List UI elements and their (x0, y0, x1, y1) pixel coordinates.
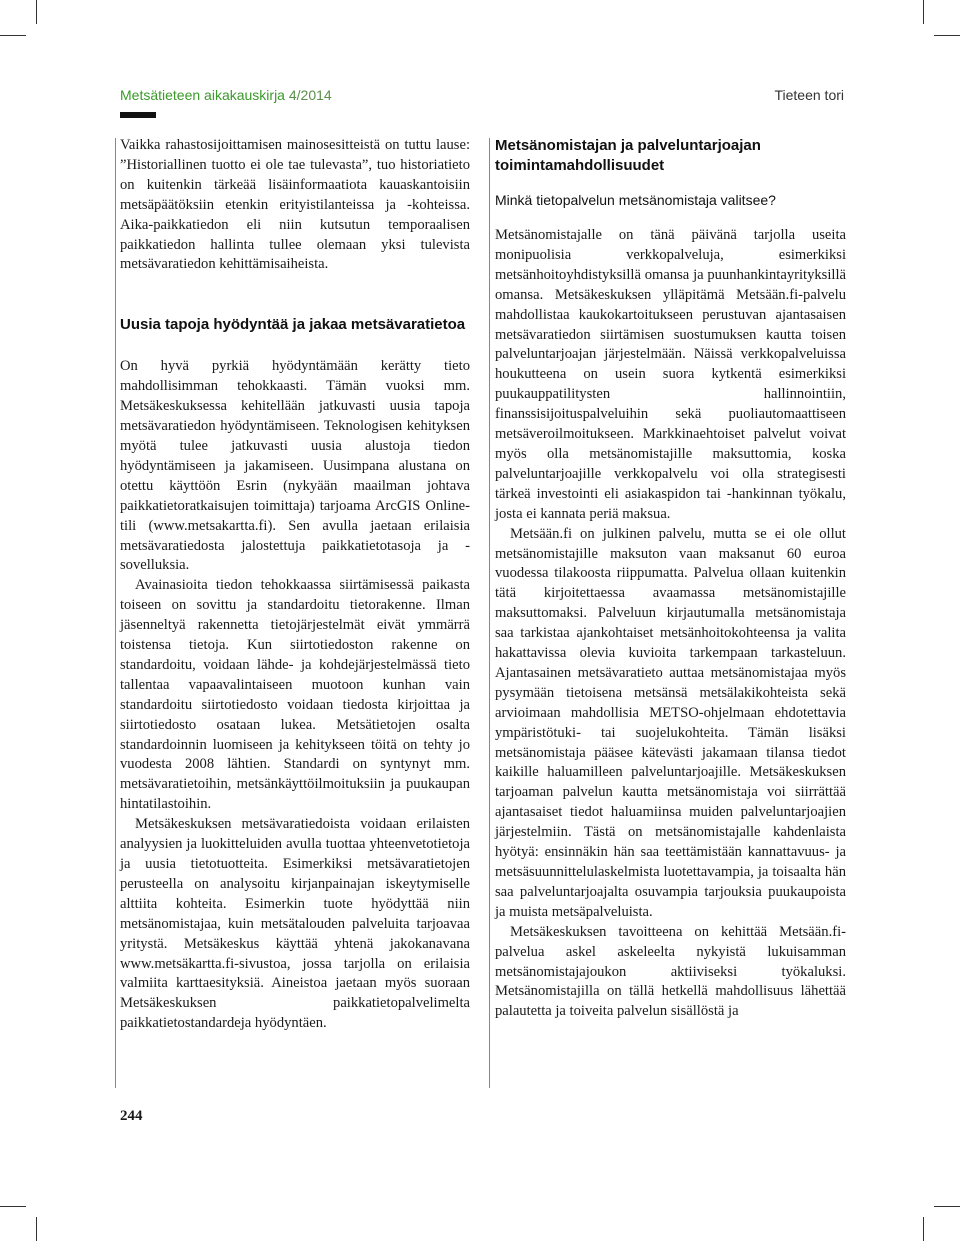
running-header-journal (120, 87, 332, 103)
body-paragraph: Metsäkeskuksen metsävaratiedoista voidaan erilaisten analyysien ja luokitteluiden avulla tuottaa yhteenvetotietoja ja uusia tietotuotteita. Esimerkiksi metsävaratietojen perusteella on analysoitu kirjanpainajan iskeytymiselle alttiita kohteita. Esimerkin tuote hyödyttää niin metsänomistajaa, kuin metsätalouden palveluita tarjoavaa yritystä. Metsäkeskus käyttää yhtenä jakokanavana www.metsäkartta.fi-sivustoa, jossa tarjolla on erilaisia valmiita karttaesityksiä. Aineistoa jaetaan myös suoraan Metsäkeskuksen paikkatietopalvelimelta paikkatietostandardeja hyödyntäen. (120, 816, 470, 1032)
right-column-rule (489, 138, 490, 1088)
crop-mark (36, 0, 37, 24)
crop-mark (0, 1206, 26, 1207)
crop-mark (923, 0, 924, 24)
left-column-rule (115, 138, 116, 1088)
running-header-section: Tieteen tori (774, 87, 844, 103)
section-subheading: Minkä tietopalvelun metsänomistaja valitsee? (495, 192, 776, 208)
left-column (120, 136, 470, 1034)
section-heading-left: Uusia tapoja hyödyntää ja jakaa metsävaratietoa (120, 316, 466, 334)
crop-mark (0, 35, 26, 36)
crop-mark (934, 1206, 960, 1207)
header-rule (120, 112, 156, 118)
crop-mark (923, 1217, 924, 1241)
intro-paragraph: Vaikka rahastosijoittamisen mainosesitteistä on tuttu lause: ”Historiallinen tuotto ei ole tae tulevasta”, tuo historiatieto on kuitenkin tärkeää lisäinformaatiota kauaskantoisiin metsäpäätöksiin etenkin erityistilanteissa ja -kohteissa. Aika-paikkatiedon eli niin kutsutun temporaalisen paikkatiedon hallinta tullee olemaan yksi tulevista metsävaratiedon kehittämisaiheista. (120, 137, 470, 273)
journal-issue: 4/2014 (288, 87, 332, 103)
page-number: 244 (120, 1108, 143, 1124)
right-column (495, 136, 846, 1022)
journal-title: Metsätieteen aikakauskirja (120, 87, 285, 103)
crop-mark (934, 35, 960, 36)
body-paragraph: Metsänomistajalle on tänä päivänä tarjolla useita monipuolisia verkkopalveluja, esimerkiksi metsänhoitoyhdistyksillä omansa ja puunhankintayrityksillä omansa. Metsäkeskuksen ylläpitämä Metsään.fi-palvelu mahdollistaa kaukokartoitukseen perustuvan ajantasaisen metsävaratiedon siirtämisen suostumuksen kautta toisen palveluntarjoajan järjestelmään. Näissä verkkopalveluissa houkutteena on usein suora kytkentä esimerkiksi puukauppatilitysten hallinnointiin, finanssisijoituspalveluihin sekä puoliautomaattiseen metsäveroilmoitukseen. Markkinaehtoiset palvelut voivat myös olla metsänomistajille maksuttomia, koska palveluntarjoajille verkkopalvelu voi olla strategisesti tärkeä investointi eli asiakaspidon tai -hankinnan työkalu, josta ei kannata periä maksua. (495, 227, 846, 522)
body-paragraph: Avainasioita tiedon tehokkaassa siirtämisessä paikasta toiseen on sovittu ja standardoitu tietorakenne. Ilman jäsenneltyä rakennetta tietojärjestelmät eivät ymmärrä toistensa tietoja. Kun siirtotiedoston rakenne on standardoitu, voidaan lähde- ja kohdejärjestelmässä tieto tallentaa vapaavalintaiseen muotoon kunhan vain standardoitu siirtotiedosto voidaan tiedosta kirjoittaa ja siirtotiedosto osataan lukea. Metsätietojen osalta standardoinnin luomiseen ja kehitykseen töitä on tehty jo vuodesta 2008 lähtien. Standardi on syntynyt mm. metsävaratietoihin, metsänkäyttöilmoituksiin ja puukaupan hintatilastoihin. (120, 577, 470, 813)
body-paragraph: Metsäkeskuksen tavoitteena on kehittää Metsään.fi-palvelua askel askeleelta nykyistä lukuisamman metsänomistajajoukon aktiiviseksi työkaluksi. Metsänomistajilla on tällä hetkellä mahdollisuus lähettää palautetta ja toiveita palvelun sisällöstä ja (495, 923, 846, 1020)
body-paragraph: Metsään.fi on julkinen palvelu, mutta se ei ole ollut metsänomistajille maksuton vaan maksanut 60 euroa vuodessa tilakoosta riippumatta. Palvelua ollaan kuitenkin tätä kirjoitettaessa avaamassa metsänomistajille maksuttomaksi. Palveluun kirjautumalla metsänomistaja saa tarkistaa ajankohtaiset metsänhoitokohteensa ja valita hakattavissa olevia kuvioita tarkempaan tarkasteluun. Ajantasainen metsävaratieto auttaa metsänomistajaa myös pysymään tietoisena metsänsä metsälakikohteista sekä arvioimaan mahdollisia METSO-ohjelmaan ehdotettavia ympäristötuki- tai suojelukohteita. Tämän lisäksi metsänomistaja pääsee kätevästi jakamaan tilansa tiedot kaikille haluamilleen palveluntarjoajille. Metsäkeskuksen tarjoaman palvelun kautta metsänomistaja voi siirrättää ajantasaiset tiedot haluamiinsa muiden palveluntarjoajien järjestelmiin. Tästä on metsänomistajalle kahdenlaista hyötyä: ensinnäkin hän saa teettämistään kannattavuus- ja metsäsuunnittelulaskelmista luotettavampia, ja toisaalta hän saa palveluntarjoajalta osuvampia tarjouksia puukaupoista ja muista metsäpalveluista. (495, 525, 846, 920)
body-paragraph: On hyvä pyrkiä hyödyntämään kerätty tieto mahdollisimman tehokkaasti. Tämän vuoksi mm. Metsäkeskuksessa kehitellään jatkuvasti uusia tapoja metsävaratiedon hyödyntämiseen. Teknologisen kehityksen myötä tulee jatkuvasti uusia alustoja tiedon hyödyntämiseen ja jakamiseen. Uusimpana alustana on otettu käyttöön Esrin (nykyään maailman johtava paikkatietoratkaisujen toimittaja) tarjoama ArcGIS Online-tili (www.metsakartta.fi). Sen avulla jaetaan erilaisia metsävaratiedosta jalostettuja paikkatietotasoja ja -sovelluksia. (120, 358, 470, 574)
crop-mark (36, 1217, 37, 1241)
section-heading-right: Metsänomistajan ja palveluntarjoajan toimintamahdollisuudet (495, 137, 761, 174)
